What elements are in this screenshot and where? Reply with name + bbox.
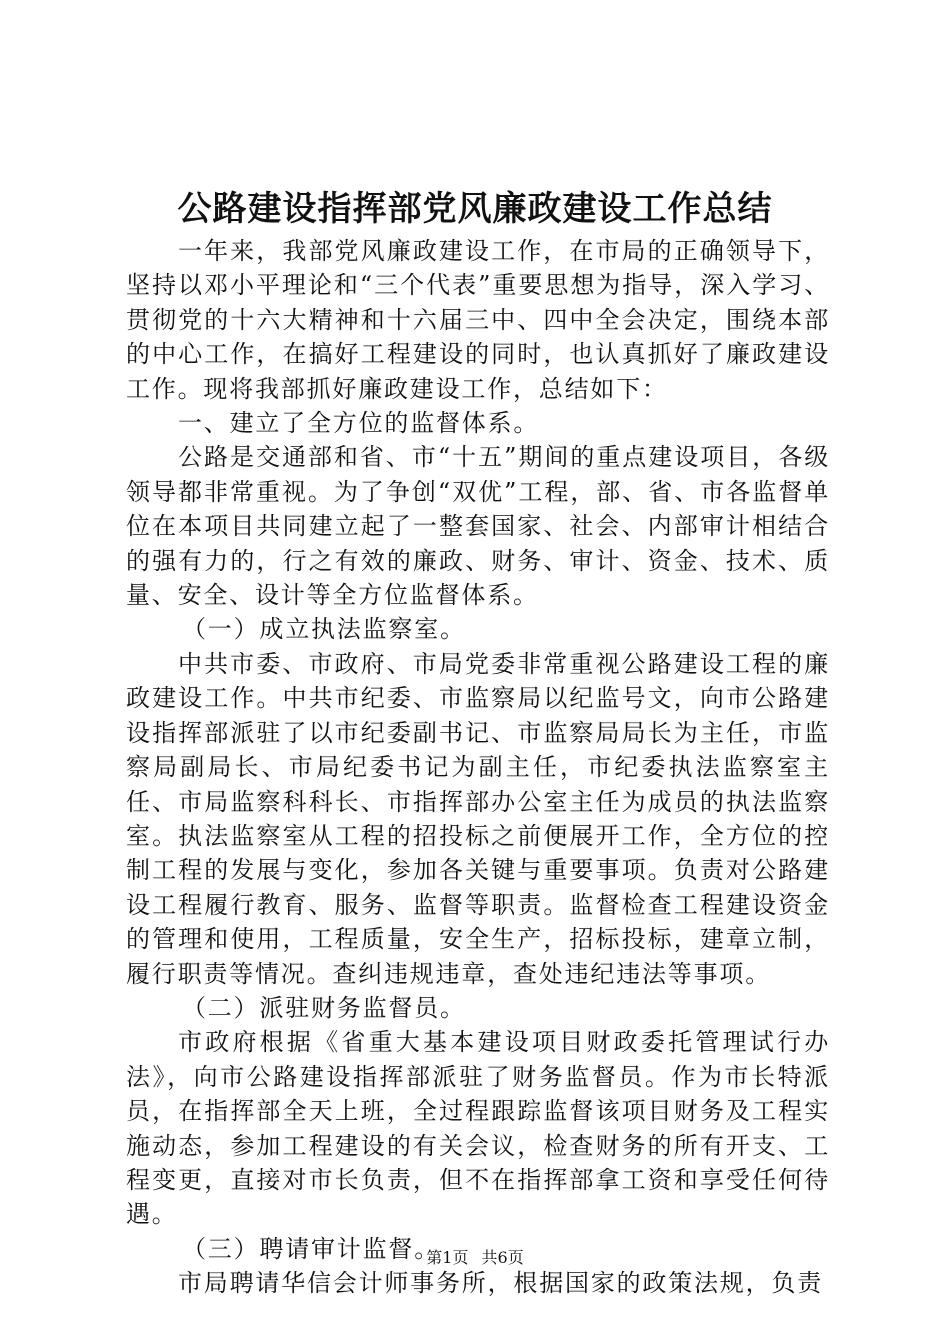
section-heading-1: 一、建立了全方位的监督体系。 [178, 409, 540, 438]
page-number: 第1页 [426, 1248, 469, 1267]
page-total: 共6页 [481, 1248, 524, 1267]
subsection-heading-1: （一）成立执法监察室。 [182, 615, 466, 644]
subsection-heading-3: （三）聘请审计监督。 [182, 1234, 440, 1263]
paragraph-supervision-system: 公路是交通部和省、市“十五”期间的重点建设项目，各级领导都非常重视。为了争创“双优”工程，部、省、市各监督单位在本项目共同建立起了一整套国家、社会、内部审计相结合的强有力的，行之有效的廉政、财务、审计、资金、技术、质量、安全、设计等全方位监督体系。 [126, 443, 830, 610]
paragraph-audit: 市局聘请华信会计师事务所，根据国家的政策法规，负责 [178, 1269, 823, 1298]
paragraph-law-enforcement-office: 中共市委、市政府、市局党委非常重视公路建设工程的廉政建设工作。中共市纪委、市监察局以纪监号文，向市公路建设指挥部派驻了以市纪委副书记、市监察局局长为主任，市监察局副局长、市局纪委书记为副主任，市纪委执法监察室主任、市局监察科科长、市指挥部办公室主任为成员的执法监察室。执法监察室从工程的招投标之前便展开工作，全方位的控制工程的发展与变化，参加各关键与重要事项。负责对公路建设工程履行教育、服务、监督等职责。监督检查工程建设资金的管理和使用，工程质量，安全生产，招标投标，建章立制，履行职责等情况。查纠违规违章，查处违纪违法等事项。 [126, 649, 830, 988]
page-footer [0, 1248, 950, 1268]
document-title: 公路建设指挥部党风廉政建设工作总结 [177, 189, 773, 229]
document-body [126, 234, 830, 1301]
subsection-heading-2: （二）派驻财务监督员。 [182, 993, 466, 1022]
paragraph-intro: 一年来，我部党风廉政建设工作，在市局的正确领导下，坚持以邓小平理论和“三个代表”重要思想为指导，深入学习、贯彻党的十六大精神和十六届三中、四中全会决定，围绕本部的中心工作，在搞好工程建设的同时，也认真抓好了廉政建设工作。现将我部抓好廉政建设工作，总结如下： [126, 237, 830, 403]
paragraph-finance-supervisor: 市政府根据《省重大基本建设项目财政委托管理试行办法》，向市公路建设指挥部派驻了财务监督员。作为市长特派员，在指挥部全天上班，全过程跟踪监督该项目财务及工程实施动态，参加工程建设的有关会议，检查财务的所有开支、工程变更，直接对市长负责，但不在指挥部拿工资和享受任何待遇。 [126, 1028, 830, 1229]
